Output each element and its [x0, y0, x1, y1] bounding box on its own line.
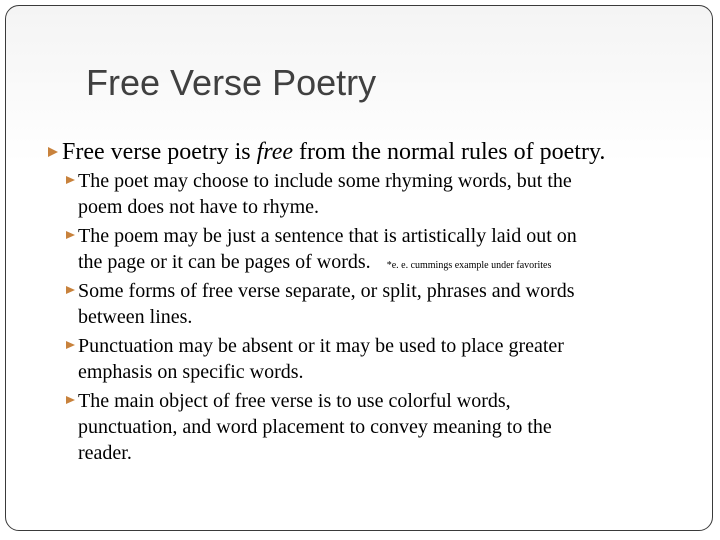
sub-bullet-1 [66, 168, 706, 220]
sub-bullet-3 [66, 278, 706, 330]
sub-bullet-line: the page or it can be pages of words. [78, 251, 371, 273]
sub-bullet-line: Punctuation may be absent or it may be used to place greater [78, 335, 564, 357]
bullet-arrow-icon [48, 147, 58, 157]
sub-bullet-line: poem does not have to rhyme. [78, 196, 320, 218]
sub-bullet-line: The main object of free verse is to use colorful words, [78, 390, 511, 412]
sub-bullet-line: The poem may be just a sentence that is artistically laid out on [78, 225, 577, 247]
bullet-arrow-icon [66, 341, 75, 349]
sub-bullet-line: Some forms of free verse separate, or split, phrases and words [78, 280, 575, 302]
sub-bullet-line: emphasis on specific words. [78, 361, 304, 383]
main-bullet [48, 138, 605, 166]
emphasis-free: free [256, 139, 294, 165]
main-bullet-text: Free verse poetry is free from the normal rules of poetry. [62, 139, 606, 165]
sub-bullet-line: punctuation, and word placement to convey meaning to the [78, 416, 552, 438]
sub-bullet-line: The poet may choose to include some rhyming words, but the [78, 170, 572, 192]
bullet-arrow-icon [66, 176, 75, 184]
slide [5, 5, 713, 531]
sub-bullet-2 [66, 223, 706, 279]
bullet-arrow-icon [66, 396, 75, 404]
sub-bullet-line: between lines. [78, 306, 193, 328]
sub-bullet-5 [66, 388, 706, 466]
bullet-arrow-icon [66, 286, 75, 294]
slide-title: Free Verse Poetry [86, 62, 377, 103]
sub-bullet-4 [66, 333, 706, 385]
bullet-arrow-icon [66, 231, 75, 239]
sub-bullet-line: reader. [78, 442, 132, 464]
footnote: *e. e. cummings example under favorites [386, 260, 552, 271]
